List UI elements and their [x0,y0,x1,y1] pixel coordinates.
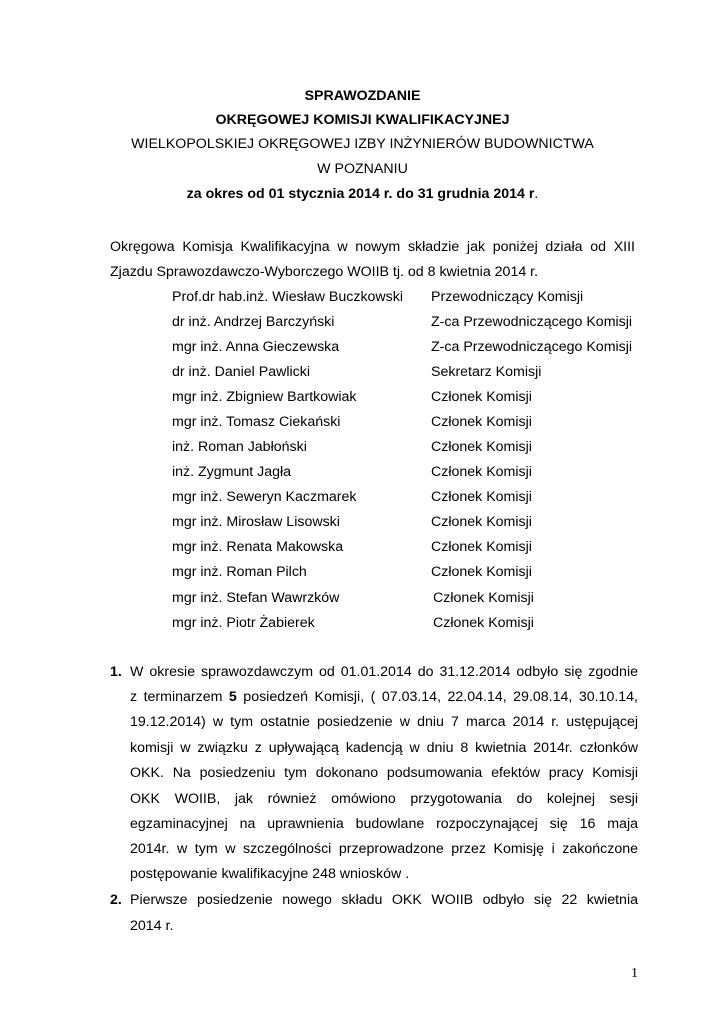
member-role: Sekretarz Komisji [431,364,542,380]
item-line: W okresie sprawozdawczym od 01.01.2014 do 31.12.2014 odbyło się zgodnie [130,664,638,680]
member-role: Członek Komisji [431,439,532,455]
item-line: 19.12.2014) w tym ostatnie posiedzenie w dniu 7 marca 2014 r. ustępującej [130,714,638,730]
intro-line-1: Okręgowa Komisja Kwalifikacyjna w nowym składzie jak poniżej działa od XIII [110,239,635,255]
member-role: Członek Komisji [431,489,532,505]
report-period [0,186,725,202]
member-name: mgr inż. Renata Makowska [172,539,344,555]
item-line: OKK. Na posiedzeniu tym dokonano podsumowania efektów pracy Komisji [130,765,638,781]
member-name: mgr inż. Mirosław Lisowski [172,514,340,530]
committee-name: OKRĘGOWEJ KOMISJI KWALIFIKACYJNEJ [215,112,510,128]
member-role: Przewodniczący Komisji [431,289,584,305]
member-name: mgr inż. Tomasz Ciekański [172,414,341,430]
member-role: Członek Komisji [431,539,532,555]
item-text: z terminarzem [130,689,229,705]
member-role: Członek Komisji [431,514,532,530]
member-name: dr inż. Andrzej Barczyński [172,314,335,330]
member-name: inż. Roman Jabłoński [172,439,307,455]
member-name: mgr inż. Zbigniew Bartkowiak [172,389,357,405]
item-line: 2014 r. [130,918,174,934]
meeting-count: 5 [228,689,237,705]
item-line: OKK WOIIB, jak również omówiono przygotowania do kolejnej sesji [130,791,638,807]
member-name: mgr inż. Piotr Żabierek [172,615,315,631]
page-number: 1 [631,966,638,981]
member-role: Członek Komisji [431,464,532,480]
item-text: posiedzeń Komisji, ( 07.03.14, 22.04.14, 29.08.14, 30.10.14, [236,689,638,705]
item-number: 2. [110,892,122,908]
intro-line-2: Zjazdu Sprawozdawczo-Wyborczego WOIIB tj. od 8 kwietnia 2014 r. [110,264,539,280]
member-role: Członek Komisji [433,615,534,631]
item-line: postępowanie kwalifikacyjne 248 wniosków . [130,866,410,882]
item-number: 1. [110,664,122,680]
report-period-end: . [534,186,539,202]
item-line: komisji w związku z upływającą kadencją w dniu 8 kwietnia 2014r. członków [130,740,638,756]
member-role: Członek Komisji [431,389,532,405]
member-name: dr inż. Daniel Pawlicki [172,364,310,380]
chamber-name: WIELKOPOLSKIEJ OKRĘGOWEJ IZBY INŻYNIERÓW BUDOWNICTWA [131,136,594,152]
member-name: mgr inż. Roman Pilch [172,564,307,580]
report-period-text: za okres od 01 stycznia 2014 r. do 31 grudnia 2014 r [186,186,535,202]
member-role: Z-ca Przewodniczącego Komisji [431,314,633,330]
member-role: Członek Komisji [433,590,534,606]
report-title: SPRAWOZDANIE [304,88,421,104]
item-line [130,689,638,705]
member-name: Prof.dr hab.inż. Wiesław Buczkowski [172,289,404,305]
member-name: inż. Zygmunt Jagła [172,464,292,480]
member-role: Z-ca Przewodniczącego Komisji [431,339,633,355]
item-line: Pierwsze posiedzenie nowego składu OKK WOIIB odbyło się 22 kwietnia [130,892,638,908]
member-name: mgr inż. Anna Gieczewska [172,339,340,355]
item-line: egzaminacyjnej na uprawnienia budowlane rozpoczynającej się 16 maja [130,816,638,832]
member-name: mgr inż. Stefan Wawrzków [172,590,340,606]
member-role: Członek Komisji [431,564,532,580]
member-role: Członek Komisji [431,414,532,430]
member-name: mgr inż. Seweryn Kaczmarek [172,489,357,505]
city-name: W POZNANIU [317,161,408,177]
item-line: 2014r. w tym w szczególności przeprowadzone przez Komisję i zakończone [130,841,638,857]
